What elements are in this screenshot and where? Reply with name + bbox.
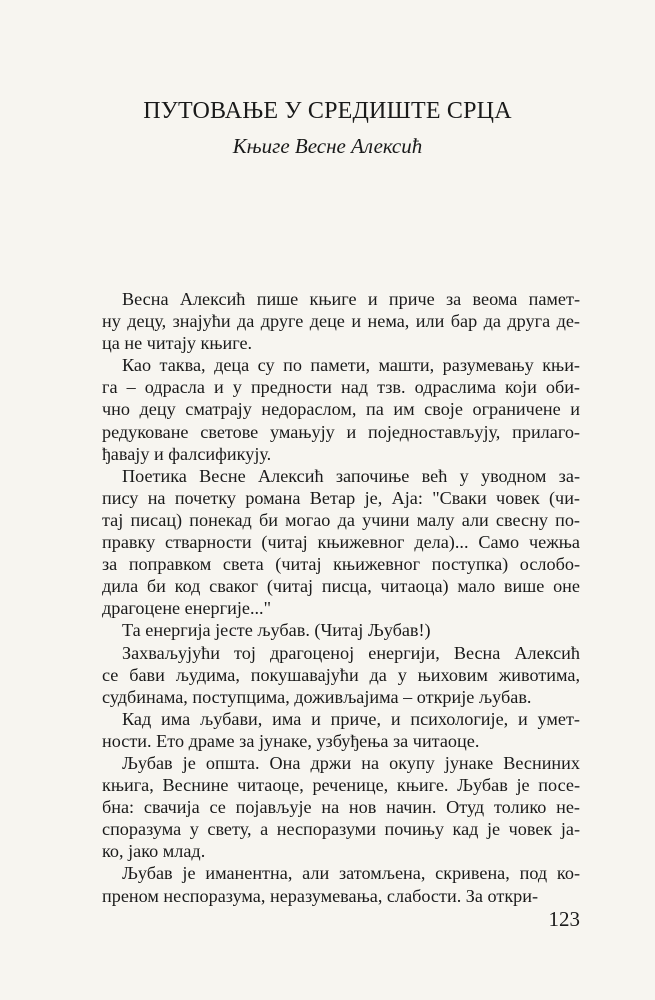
- paragraph: [102, 642, 580, 708]
- text-line: судбинама, поступцима, доживљајима – открије љубав.: [102, 686, 532, 707]
- paragraph: [102, 354, 580, 464]
- text-line: тај писац) понекад би могао да учини малу али свесну по-: [102, 509, 580, 530]
- paragraph: [102, 619, 580, 641]
- paragraph: [102, 288, 580, 354]
- text-line: ђавају и фалсификују.: [102, 443, 272, 464]
- paragraph: [102, 465, 580, 620]
- paragraph: [102, 752, 580, 862]
- text-line: Љубав је иманентна, али затомљена, скривена, под ко-: [122, 863, 580, 884]
- page-title: ПУТОВАЊЕ У СРЕДИШТЕ СРЦА: [143, 98, 512, 124]
- text-line: драгоцене енергије...": [102, 598, 272, 619]
- text-line: редуковане светове умањују и поједностављују, прилаго-: [102, 421, 580, 442]
- text-line: Весна Алексић пише књиге и приче за веома памет-: [122, 289, 580, 309]
- text-line: Поетика Весне Алексић започиње већ у уводном за-: [122, 465, 580, 486]
- text-line: Кад има љубави, има и приче, и психологије, и умет-: [122, 708, 580, 729]
- text-line: Као таква, деца су по памети, машти, разумевању књи-: [122, 355, 580, 376]
- page-number: 123: [548, 907, 580, 931]
- text-line: за поправком света (читај књижевног поступка) ослобо-: [102, 554, 580, 575]
- text-line: пису на почетку романа Ветар је, Аја: "Сваки човек (чи-: [102, 487, 580, 508]
- text-line: правку стварности (читај књижевног дела)... Само чежња: [102, 532, 580, 553]
- paragraph: [102, 708, 580, 752]
- text-line: Љубав је општа. Она држи на окупу јунаке Весниних: [122, 752, 580, 773]
- text-line: преном неспоразума, неразумевања, слабости. За откри-: [102, 885, 539, 906]
- text-line: ко, јако млад.: [102, 841, 206, 862]
- text-line: ну децу, знајући да друге деце и нема, или бар да друга де-: [102, 311, 580, 332]
- text-line: Захваљујући тој драгоценој енергији, Весна Алексић: [122, 642, 580, 663]
- text-line: књига, Веснине читаоце, реченице, књиге. Љубав је посе-: [102, 775, 580, 796]
- text-line: ца не читају књиге.: [102, 333, 253, 354]
- text-line: ности. Ето драме за јунаке, узбуђења за читаоце.: [102, 730, 480, 751]
- text-line: га – одрасла и у предности над тзв. одраслима који оби-: [102, 377, 580, 398]
- text-line: дила би код сваког (читај писца, читаоца) мало више оне: [102, 576, 580, 597]
- text-line: споразума у свету, а неспоразуми почињу кад је човек ја-: [102, 819, 580, 840]
- text-line: бна: свачија се појављује на нов начин. Отуд толико не-: [102, 797, 580, 818]
- text-line: се бави људима, покушавајући да у њиховим животима,: [102, 664, 580, 685]
- paragraph: [102, 862, 580, 906]
- text-line: Та енергија јесте љубав. (Читај Љубав!): [122, 620, 431, 641]
- page-subtitle: Књиге Весне Алексић: [232, 134, 423, 158]
- body-text: [102, 288, 580, 907]
- text-line: чно децу сматрају недораслом, па им своје ограничене и: [102, 399, 580, 420]
